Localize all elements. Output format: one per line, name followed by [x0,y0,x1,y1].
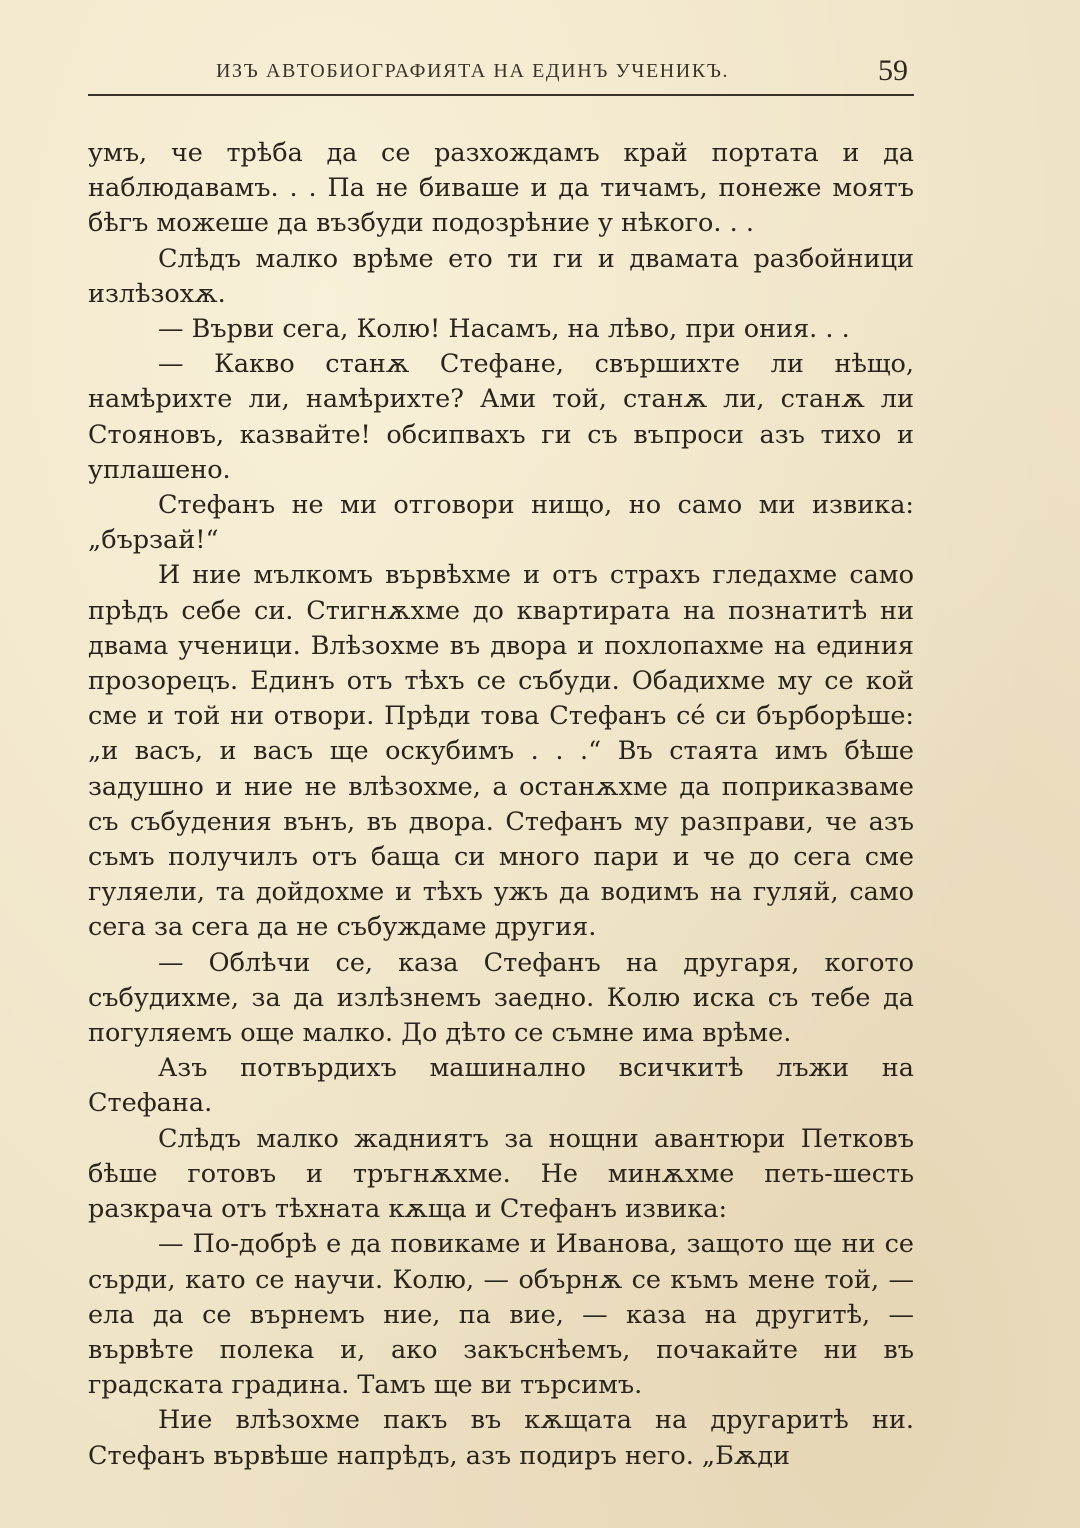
paragraph: — По-добрѣ е да повикаме и Иванова, защото ще ни се сърди, като се научи. Колю, — обърнѫ се къмъ мене той, — ела да се върнемъ ние, па вие, — каза на другитѣ, — вървѣте полека и, ако закъснѣемъ, почакайте ни въ градската градина. Тамъ ще ви търсимъ. [88,1229,914,1401]
running-header [88,48,914,96]
running-title: ИЗЪ АВТОБИОГРАФИЯТА НА ЕДИНЪ УЧЕНИКЪ. [216,60,730,82]
paragraph: И ние мълкомъ вървѣхме и отъ страхъ гледахме само прѣдъ себе си. Стигнѫхме до квартирата на познатитѣ ни двама ученици. Влѣзохме въ двора и похлопахме на единия прозорецъ. Единъ отъ тѣхъ се събуди. Обадихме му се кой сме и той ни отвори. Прѣди това Стефанъ се́ си бърборѣше: „и васъ, и васъ ще оскубимъ . . .“ Въ стаята имъ бѣше задушно и ние не влѣзохме, а останѫхме да поприказваме съ събудения вънъ, въ двора. Стефанъ му разправи, че азъ съмъ получилъ отъ баща си много пари и че до сега сме гуляели, та дойдохме и тѣхъ ужъ да водимъ на гуляй, само сега за сега да не събуждаме другия. [88,560,914,943]
paragraph: — Облѣчи се, каза Стефанъ на другаря, когото събудихме, за да излѣзнемъ заедно. Колю иска съ тебе да погуляемъ още малко. До дѣто се съмне има врѣме. [88,947,914,1049]
paragraph: Азъ потвърдихъ машинално всичкитѣ лъжи на Стефана. [88,1053,914,1119]
paragraph: — Върви сега, Колю! Насамъ, на лѣво, при ония. . . [158,314,850,345]
paragraph: Слѣдъ малко жадниятъ за нощни авантюри Петковъ бѣше готовъ и тръгнѫхме. Не минѫхме петь-шесть разкрача отъ тѣхната кѫща и Стефанъ извика: [88,1123,914,1225]
page-content [88,48,914,1528]
paragraph: Ние влѣзохме пакъ въ кѫщата на другаритѣ ни. Стефанъ вървѣше напрѣдъ, азъ подиръ него. „Бѫди [88,1405,914,1471]
paragraph: Стефанъ не ми отговори нищо, но само ми извика: „бързай!“ [88,490,914,556]
paragraph: умъ, че трѣба да се разхождамъ край портата и да наблюдавамъ. . . Па не биваше и да тичамъ, понеже моятъ бѣгъ можеше да възбуди подозрѣние у нѣкого. . . [88,138,914,239]
page-number: 59 [878,54,908,87]
body-text [88,136,914,1474]
paragraph: Слѣдъ малко врѣме ето ти ги и двамата разбойници излѣзохѫ. [88,243,914,309]
paragraph: — Какво станѫ Стефане, свършихте ли нѣщо, намѣрихте ли, намѣрихте? Ами той, станѫ ли, станѫ ли Стояновъ, казвайте! обсипвахъ ги съ въпроси азъ тихо и уплашено. [88,349,914,485]
